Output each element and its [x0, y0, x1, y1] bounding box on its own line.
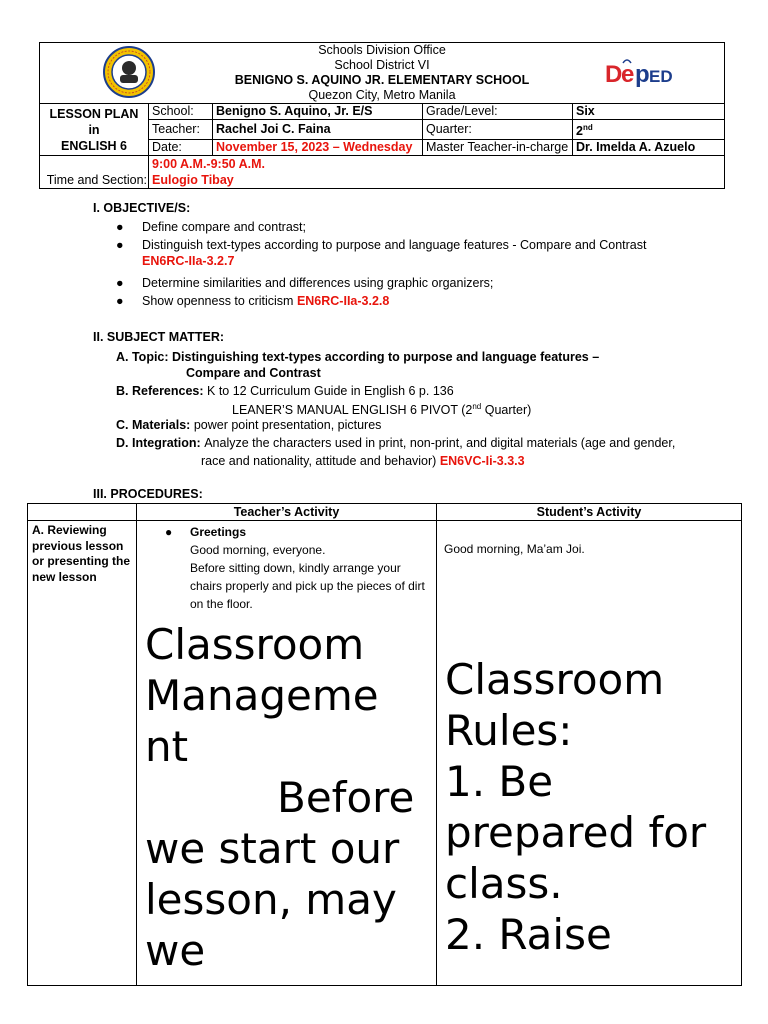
teacher-activity-header: Teacher’s Activity — [137, 504, 437, 521]
blank-header-cell — [28, 504, 137, 521]
topic-line: A. Topic: Distinguishing text-types according to purpose and language features – — [116, 350, 600, 364]
quarter-value: 2nd — [573, 120, 725, 140]
school-location: Quezon City, Metro Manila — [308, 88, 456, 102]
date-value: November 15, 2023 – Wednesday — [213, 140, 423, 156]
master-teacher-value: Dr. Imelda A. Azuelo — [573, 140, 725, 156]
school-value: Benigno S. Aquino, Jr. E/S — [213, 104, 423, 120]
date-label: Date: — [149, 140, 213, 156]
references-line-2: LEANER’S MANUAL ENGLISH 6 PIVOT (2nd Quarter) — [232, 402, 532, 418]
teacher-activity-cell — [137, 521, 437, 986]
topic-line-2: Compare and Contrast — [186, 366, 321, 380]
student-activity-header: Student’s Activity — [437, 504, 742, 521]
student-greeting: Good morning, Ma’am Joi. — [444, 542, 585, 556]
integration-line: D. Integration: Analyze the characters used in print, non-print, and digital materials (age and gender, — [116, 436, 676, 450]
row-label-reviewing: A. Reviewing previous lesson or presenting the new lesson — [28, 521, 137, 986]
objective-item: ● Show openness to criticism EN6RC-IIa-3.2.8 — [116, 294, 390, 308]
school-name: BENIGNO S. AQUINO JR. ELEMENTARY SCHOOL — [234, 73, 530, 87]
classroom-rules-text: Classroom Rules: 1. Be prepared for class. 2. Raise — [445, 655, 707, 959]
master-teacher-label: Master Teacher-in-charge — [423, 140, 573, 156]
svg-text:p: p — [635, 61, 650, 88]
time-section-label: Time and Section: — [40, 156, 149, 189]
svg-text:e: e — [621, 61, 635, 88]
district-line: School District VI — [334, 58, 430, 72]
objective-item: ● Distinguish text-types according to purpose and language features - Compare and Contrast EN6RC-IIa-3.2.7 — [116, 238, 647, 268]
lesson-info-table — [39, 103, 725, 189]
greeting-line-2: Before sitting down, kindly arrange your chairs properly and pick up the pieces of dirt on the floor. — [190, 561, 425, 611]
materials-line: C. Materials: power point presentation, pictures — [116, 418, 382, 432]
svg-text:ED: ED — [649, 67, 673, 86]
header-box — [39, 42, 725, 104]
objective-item: ● Define compare and contrast; — [116, 220, 306, 234]
teacher-value: Rachel Joi C. Faina — [213, 120, 423, 140]
quarter-label: Quarter: — [423, 120, 573, 140]
objective-item: ● Determine similarities and differences using graphic organizers; — [116, 276, 494, 290]
integration-line-2: race and nationality, attitude and behavior) EN6VC-Ii-3.3.3 — [201, 454, 525, 468]
office-line: Schools Division Office — [318, 43, 446, 57]
references-line: B. References: K to 12 Curriculum Guide in English 6 p. 136 — [116, 384, 454, 398]
grade-label: Grade/Level: — [423, 104, 573, 120]
classroom-management-text: Classroom Manageme nt Before we start our lesson, may we — [145, 620, 415, 975]
school-label: School: — [149, 104, 213, 120]
student-activity-cell — [437, 521, 742, 986]
procedures-heading: III. PROCEDURES: — [93, 487, 203, 501]
grade-value: Six — [573, 104, 725, 120]
greeting-line-1: Good morning, everyone. — [190, 543, 326, 557]
bullet-icon: ● — [165, 525, 173, 539]
greetings-label: Greetings — [190, 525, 247, 539]
deped-logo — [603, 57, 673, 87]
time-section-value: 9:00 A.M.-9:50 A.M. Eulogio Tibay — [149, 156, 725, 189]
objectives-heading: I. OBJECTIVE/S: — [93, 201, 191, 215]
subject-matter-heading: II. SUBJECT MATTER: — [93, 330, 225, 344]
procedures-table — [27, 503, 742, 986]
svg-text:D: D — [605, 61, 623, 88]
teacher-label: Teacher: — [149, 120, 213, 140]
lesson-plan-title: LESSON PLAN in ENGLISH 6 — [40, 104, 149, 156]
